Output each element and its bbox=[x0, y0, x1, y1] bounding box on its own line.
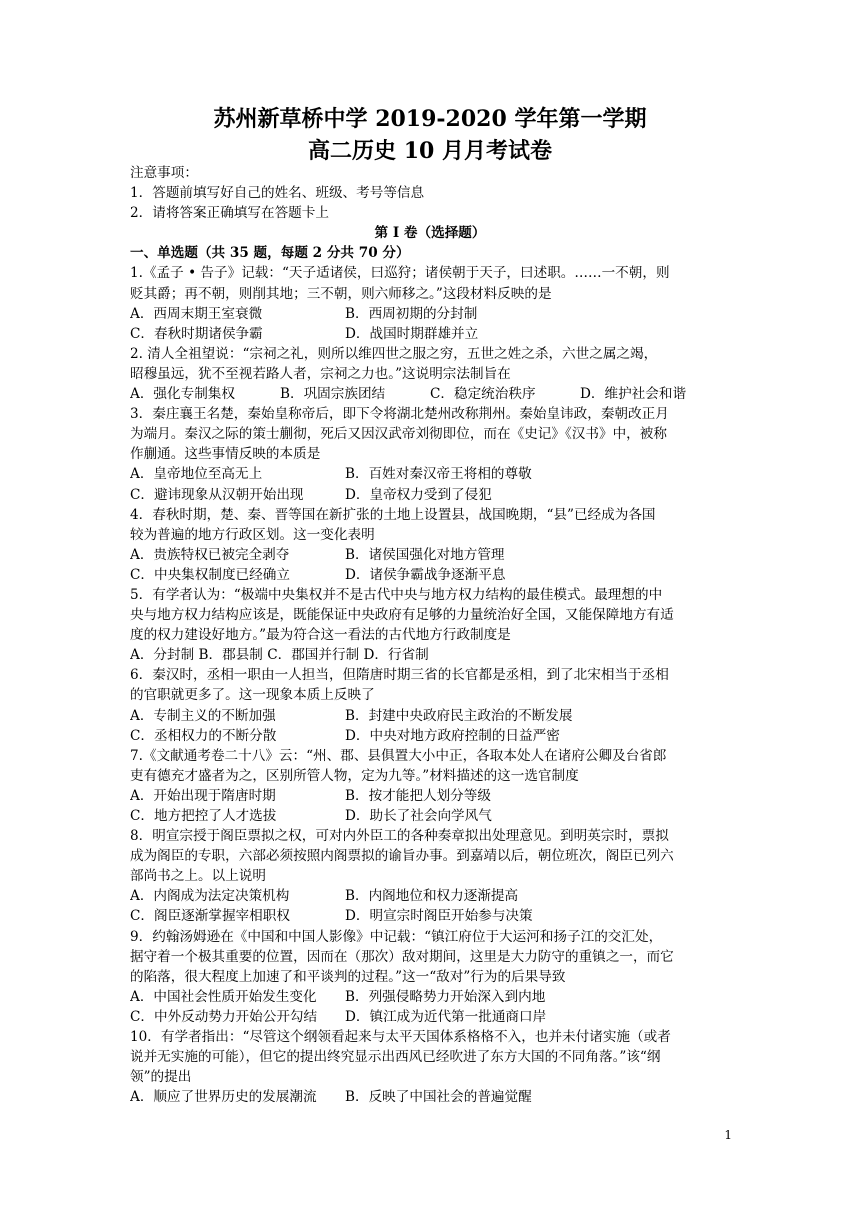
option-row bbox=[130, 886, 730, 906]
option: A．顺应了世界历史的发展潮流 bbox=[130, 1089, 317, 1106]
question-stem: 3．秦庄襄王名楚，秦始皇称帝后，即下令将湖北楚州改称荆州。秦始皇讳政，秦朝改正月 bbox=[130, 406, 669, 423]
question-stem: 6．秦汉时，丞相一职由一人担当，但隋唐时期三省的长官都是丞相，到了北宋相当于丞相 bbox=[130, 667, 669, 684]
option-row bbox=[130, 1087, 730, 1107]
question-stem: 昭穆虽远，犹不至视若路人者，宗祠之力也。”这说明宗法制旨在 bbox=[130, 365, 511, 382]
question-stem: 2. 清人全祖望说：“宗祠之礼，则所以维四世之服之穷，五世之姓之杀，六世之属之竭， bbox=[130, 345, 658, 362]
question-stem: 的官职就更多了。这一现象本质上反映了 bbox=[130, 687, 375, 704]
option: C．阁臣逐渐掌握宰相职权 bbox=[130, 908, 290, 925]
question-stem: 较为普遍的地方行政区划。这一变化表明 bbox=[130, 526, 375, 543]
exam-content bbox=[130, 163, 730, 1107]
option: A．西周末期王室衰微 bbox=[130, 305, 263, 322]
option: A．强化专制集权 bbox=[130, 386, 235, 403]
question-stem: 9．约翰汤姆逊在《中国和中国人影像》中记载：“镇江府位于大运河和扬子江的交汇处， bbox=[130, 928, 663, 945]
exam-title-school: 苏州新草桥中学 2019-2020 学年第一学期 bbox=[213, 106, 647, 132]
question-stem: 的陷落，很大程度上加速了和平谈判的过程。”这一“敌对”行为的后果导致 bbox=[130, 968, 566, 985]
option-row bbox=[130, 384, 730, 404]
question-stem: 10．有学者指出：“尽管这个纲领看起来与太平天国体系格格不入，也并未付诸实施（或者 bbox=[130, 1029, 671, 1046]
question-stem: 4．春秋时期，楚、秦、晋等国在新扩张的土地上设置县，战国晚期，“县”已经成为各国 bbox=[130, 506, 656, 523]
option-row bbox=[130, 726, 730, 746]
option-row bbox=[130, 565, 730, 585]
option-row bbox=[130, 464, 730, 484]
option-row bbox=[130, 304, 730, 324]
option: A．专制主义的不断加强 bbox=[130, 707, 276, 724]
note-item: 1．答题前填写好自己的姓名、班级、考号等信息 bbox=[130, 185, 425, 202]
option: A．内阁成为法定决策机构 bbox=[130, 888, 290, 905]
option: A．皇帝地位至高无上 bbox=[130, 466, 263, 483]
option: C．中央集权制度已经确立 bbox=[130, 566, 290, 583]
option: C．稳定统治秩序 bbox=[430, 386, 536, 403]
notes-title: 注意事项： bbox=[130, 165, 198, 181]
question-stem: 吏有德充才盛者为之，区别所管人物，定为九等。”材料描述的这一选官制度 bbox=[130, 767, 579, 784]
option: D．中央对地方政府控制的日益严密 bbox=[345, 727, 560, 744]
option-row bbox=[130, 324, 730, 344]
option: C．春秋时期诸侯争霸 bbox=[130, 325, 263, 342]
option: A．开始出现于隋唐时期 bbox=[130, 787, 276, 804]
question-stem: 作蒯通。这些事情反映的本质是 bbox=[130, 446, 321, 463]
question-stem: 为端月。秦汉之际的策士蒯彻，死后又因汉武帝刘彻即位，而在《史记》《汉书》中，被称 bbox=[130, 426, 667, 443]
option: D．明宣宗时阁臣开始参与决策 bbox=[345, 908, 533, 925]
question-stem: 部尚书之上。以上说明 bbox=[130, 868, 266, 885]
option: A．分封制 B．郡县制 C．郡国并行制 D．行省制 bbox=[130, 647, 429, 664]
question-stem: 1.《孟子 • 告子》记载：“天子适诸侯，曰巡狩；诸侯朝于天子，曰述职。……一不朝，则 bbox=[130, 265, 670, 282]
question-stem: 8．明宣宗授于阁臣票拟之权，可对内外臣工的各种奏章拟出处理意见。到明英宗时，票拟 bbox=[130, 828, 669, 845]
option: D．助长了社会向学风气 bbox=[345, 808, 492, 824]
question-stem: 央与地方权力结构应该是，既能保证中央政府有足够的力量统治好全国，又能保障地方有适 bbox=[130, 607, 674, 624]
question-stem: 领”的提出 bbox=[130, 1069, 192, 1086]
option: B．内阁地位和权力逐渐提高 bbox=[345, 888, 519, 905]
option: D．维护社会和谐 bbox=[580, 386, 687, 403]
option: B．诸侯国强化对地方管理 bbox=[345, 546, 505, 563]
option: B．百姓对秦汉帝王将相的尊敬 bbox=[345, 466, 532, 483]
option: B．列强侵略势力开始深入到内地 bbox=[345, 988, 546, 1005]
option-row bbox=[130, 706, 730, 726]
option: D．镇江成为近代第一批通商口岸 bbox=[345, 1008, 547, 1025]
question-stem: 据守着一个极其重要的位置，因而在（那次）敌对期间，这里是大力防守的重镇之一，而它 bbox=[130, 948, 674, 965]
option: D．诸侯争霸战争逐渐平息 bbox=[345, 566, 506, 583]
option-row bbox=[130, 545, 730, 565]
part-title: 第 I 卷（选择题） bbox=[374, 225, 486, 242]
option: B．按才能把人划分等级 bbox=[345, 787, 491, 804]
option: C．避讳现象从汉朝开始出现 bbox=[130, 486, 304, 503]
option: C．丞相权力的不断分散 bbox=[130, 727, 277, 744]
option-row bbox=[130, 806, 730, 826]
exam-title-subject: 高二历史 10 月月考试卷 bbox=[308, 138, 552, 164]
option-row bbox=[130, 786, 730, 806]
option: D．战国时期群雄并立 bbox=[345, 325, 479, 342]
page-number: 1 bbox=[724, 1128, 732, 1142]
option-row bbox=[130, 485, 730, 505]
option: C．中外反动势力开始公开勾结 bbox=[130, 1008, 318, 1025]
option-row bbox=[130, 987, 730, 1007]
question-stem: 贬其爵；再不朝，则削其地；三不朝，则六师移之。”这段材料反映的是 bbox=[130, 285, 552, 302]
option: C．地方把控了人才选拔 bbox=[130, 808, 277, 824]
option-row bbox=[130, 645, 730, 665]
question-stem: 说并无实施的可能），但它的提出终究显示出西风已经吹进了东方大国的不同角落。”该“纲 bbox=[130, 1049, 661, 1066]
option: B．巩固宗族团结 bbox=[280, 386, 386, 403]
option: A．贵族特权已被完全剥夺 bbox=[130, 546, 290, 563]
section-title: 一、单选题（共 35 题，每题 2 分共 70 分） bbox=[130, 245, 410, 262]
note-item: 2．请将答案正确填写在答题卡上 bbox=[130, 205, 329, 222]
option-row bbox=[130, 906, 730, 926]
option: B．西周初期的分封制 bbox=[345, 305, 478, 322]
question-stem: 度的权力建设好地方。”最为符合这一看法的古代地方行政制度是 bbox=[130, 627, 511, 644]
question-stem: 成为阁臣的专职，六部必须按照内阁票拟的谕旨办事。到嘉靖以后，朝位班次，阁臣已列六 bbox=[130, 848, 674, 865]
option: B．反映了中国社会的普遍觉醒 bbox=[345, 1089, 532, 1106]
question-stem: 5．有学者认为：“极端中央集权并不是古代中央与地方权力结构的最佳模式。最理想的中 bbox=[130, 586, 663, 603]
option: B．封建中央政府民主政治的不断发展 bbox=[345, 707, 573, 724]
option: D．皇帝权力受到了侵犯 bbox=[345, 486, 492, 503]
option-row bbox=[130, 1007, 730, 1027]
question-stem: 7.《文献通考卷二十八》云：“州、郡、县俱置大小中正，各取本处人在诸府公卿及台省郎 bbox=[130, 747, 667, 764]
option: A．中国社会性质开始发生变化 bbox=[130, 988, 317, 1005]
